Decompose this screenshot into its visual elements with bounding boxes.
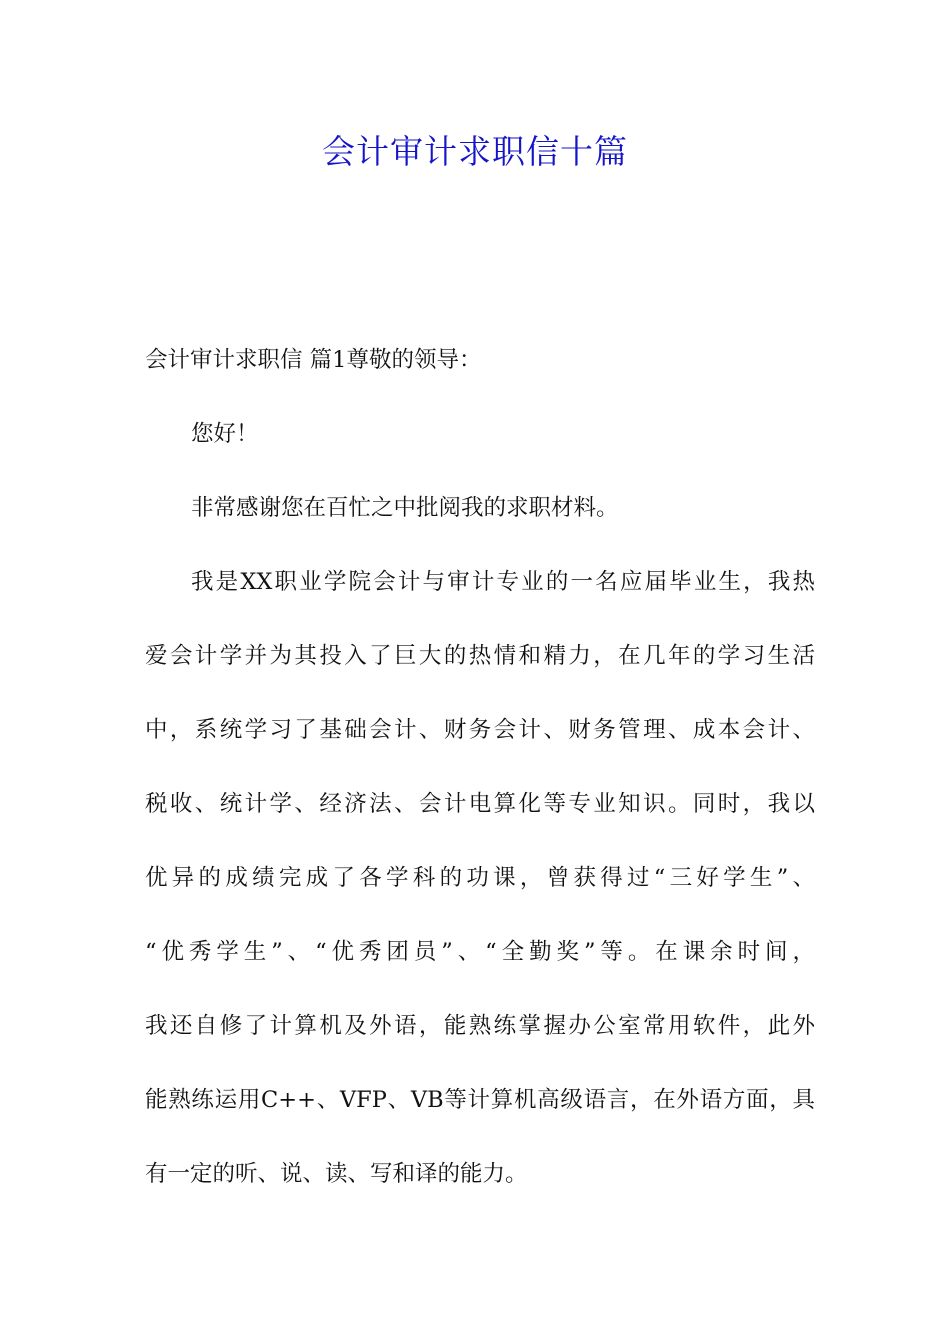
paragraph-line: 优异的成绩完成了各学科的功课，曾获得过“三好学生”、 [145, 865, 815, 891]
paragraph-line: 中，系统学习了基础会计、财务会计、财务管理、成本会计、 [145, 717, 815, 743]
document-title: 会计审计求职信十篇 [322, 132, 628, 171]
paragraph-line: 爱会计学并为其投入了巨大的热情和精力，在几年的学习生活 [145, 643, 815, 669]
paragraph-line: 有一定的听、说、读、写和译的能力。 [145, 1161, 528, 1187]
paragraph-line: “优秀学生”、“优秀团员”、“全勤奖”等。在课余时间， [145, 939, 815, 965]
paragraph-line: 能熟练运用C++、VFP、VB等计算机高级语言，在外语方面，具 [145, 1087, 815, 1113]
salutation-line: 会计审计求职信 篇1尊敬的领导： [145, 347, 482, 373]
paragraph-line: 我还自修了计算机及外语，能熟练掌握办公室常用软件，此外 [145, 1013, 815, 1039]
paragraph-line: 我是XX职业学院会计与审计专业的一名应届毕业生，我热 [191, 569, 815, 595]
paragraph-line: 非常感谢您在百忙之中批阅我的求职材料。 [191, 495, 619, 521]
paragraph-line: 税收、统计学、经济法、会计电算化等专业知识。同时，我以 [145, 791, 815, 817]
greeting-line: 您好！ [191, 421, 259, 447]
letter-body [145, 330, 815, 1218]
